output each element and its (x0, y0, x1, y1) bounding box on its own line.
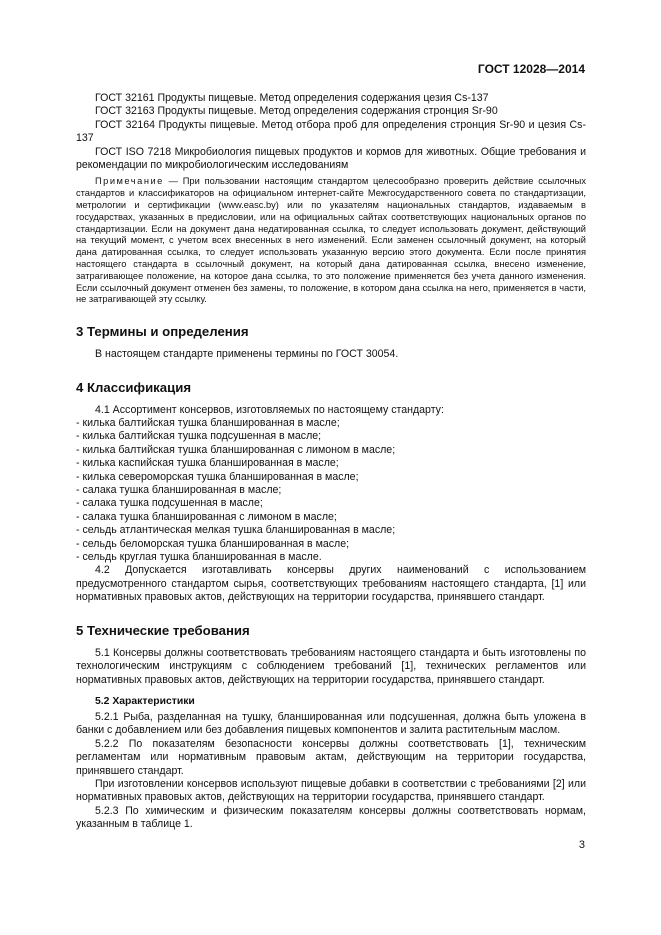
note-text: — При пользовании настоящим стандартом целесообразно проверить действие ссылочных стандартов и классификаторов на официальном интернет-сайте Межгосударственного совета по стандартизации, метрологии и сертификации (www.easc.by) или по указателям национальных стандартов, издаваемым в государствах, указанных в предисловии, или на официальных сайтах соответствующих национальных органов по стандартизации. Если на документ дана недатированная ссылка, то следует использовать документ, действующий на текущий момент, с учетом всех внесенных в него изменений. Если заменен ссылочный документ, на который дана датированная ссылка, то следует использовать указанную версию этого документа. Если после принятия настоящего стандарта в ссылочный документ, на который дана датированная ссылка, внесено изменение, затрагивающее положение, на которое дана ссылка, то это положение применяется без учета данного изменения. Если ссылочный документ отменен без замены, то положение, в котором дана ссылка на него, применяется в части, не затрагивающей эту ссылку. (76, 176, 586, 305)
page-content (76, 92, 586, 832)
note-label: Примечание (95, 176, 164, 187)
reference-item: ГОСТ 32163 Продукты пищевые. Метод определения содержания стронция Sr-90 (95, 105, 498, 118)
section-5-heading: 5 Технические требования (76, 622, 250, 638)
reference-item: ГОСТ 32161 Продукты пищевые. Метод определения содержания цезия Cs-137 (95, 92, 489, 104)
reference-item: ГОСТ ISO 7218 Микробиология пищевых продуктов и кормов для животных. Общие требования и рекомендации по микробиологическим исследованиям (76, 145, 586, 172)
document-header: ГОСТ 12028—2014 (477, 62, 585, 76)
list-item: - килька балтийская тушка бланшированная в масле; (76, 417, 340, 430)
list-item: - сельдь беломорская тушка бланшированная в масле; (76, 537, 350, 550)
clause-5-2-2: 5.2.2 По показателям безопасности консервы должны соответствовать [1], техническим регламентам или нормативным правовым актам, действующим на территории государства, принявшего стандарт. (76, 737, 586, 777)
clause-5-1: 5.1 Консервы должны соответствовать требованиям настоящего стандарта и быть изготовлены по технологическим инструкциям с соблюдением требований [1], технических регламентов или нормативных правовых актов, действующих на территории государства, принявшего стандарт. (76, 646, 586, 686)
list-item: - салака тушка бланшированная с лимоном в масле; (76, 510, 337, 523)
list-item: - сельдь круглая тушка бланшированная в масле. (76, 551, 322, 564)
section-3-text: В настоящем стандарте применены термины по ГОСТ 30054. (95, 348, 399, 361)
list-item: - килька балтийская тушка подсушенная в масле; (76, 430, 322, 443)
assortment-list (76, 417, 586, 564)
clause-5-2-2-additives: При изготовлении консервов используют пищевые добавки в соответствии с требованиями [2] или нормативных правовых актов, действующих на территории государства, принявшего стандарт. (76, 777, 586, 804)
list-item: - салака тушка бланшированная в масле; (76, 484, 282, 497)
list-item: - салака тушка подсушенная в масле; (76, 497, 263, 510)
clause-4-2: 4.2 Допускается изготавливать консервы других наименований с использованием предусмотренного стандартом сырья, соответствующих требованиям настоящего стандарта, [1] или нормативных правовых актов, действующих на территории государства, принявшего стандарт. (76, 564, 586, 604)
section-3-heading: 3 Термины и определения (76, 324, 249, 340)
section-4-heading: 4 Классификация (76, 379, 192, 395)
note-block (76, 176, 586, 306)
list-item: - сельдь атлантическая мелкая тушка бланшированная в масле; (76, 524, 396, 537)
clause-5-2-3: 5.2.3 По химическим и физическим показателям консервы должны соответствовать нормам, указанным в таблице 1. (76, 804, 586, 831)
page-number: 3 (578, 839, 585, 851)
clause-5-2-1: 5.2.1 Рыба, разделанная на тушку, бланшированная или подсушенная, должна быть уложена в банки с добавлением или без добавления пищевых компонентов и залита растительным маслом. (76, 710, 586, 737)
subsection-5-2-heading: 5.2 Характеристики (95, 695, 195, 707)
reference-item: ГОСТ 32164 Продукты пищевые. Метод отбора проб для определения стронция Sr-90 и цезия Cs-137 (76, 118, 586, 145)
list-item: - килька каспийская тушка бланшированная в масле; (76, 457, 339, 470)
list-item: - килька североморская тушка бланшированная в масле; (76, 470, 359, 483)
list-item: - килька балтийская тушка бланшированная с лимоном в масле; (76, 443, 396, 456)
clause-4-1: 4.1 Ассортимент консервов, изготовляемых по настоящему стандарту: (95, 403, 444, 416)
